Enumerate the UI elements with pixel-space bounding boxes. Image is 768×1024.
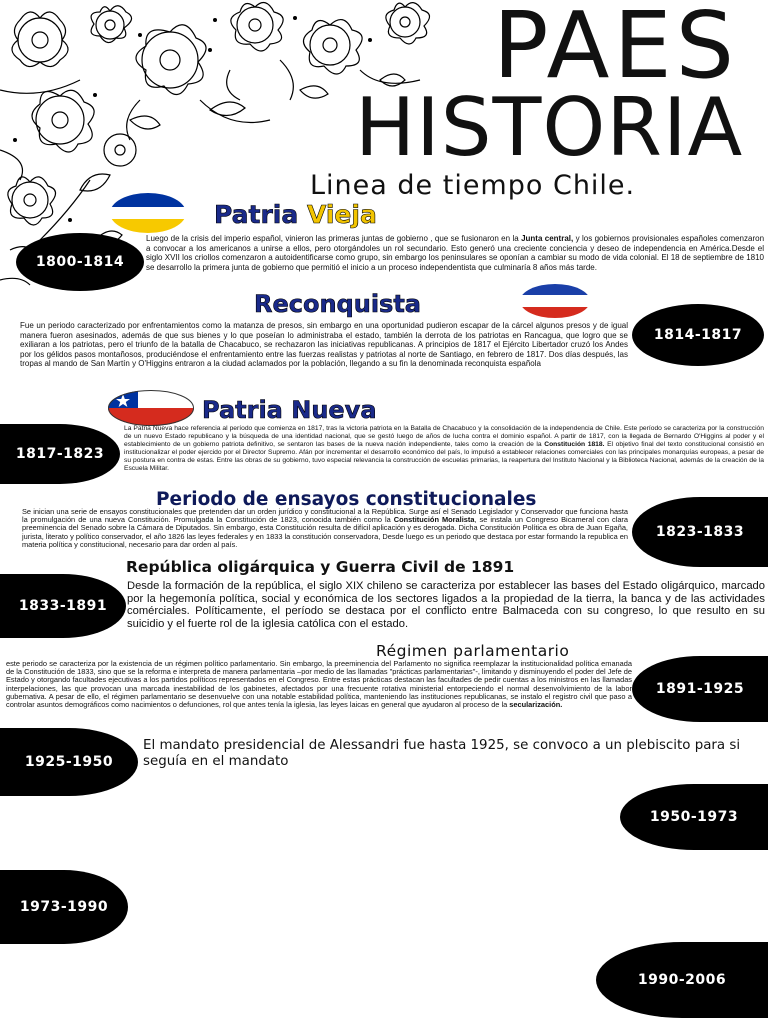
period-badge-1950-1973: 1950-1973 [620, 784, 768, 850]
reconquista-flag-icon [520, 284, 590, 318]
chile-flag-icon [108, 390, 194, 426]
section-title-regimen-parlamentario: Régimen parlamentario [376, 642, 570, 660]
period-badge-1814-1817: 1814-1817 [632, 304, 764, 366]
section-title-part1: Patria [202, 396, 292, 424]
patria-vieja-flag-icon [110, 193, 186, 233]
section-title-part2: Vieja [306, 200, 377, 229]
period-badge-1990-2006: 1990-2006 [596, 942, 768, 1018]
page-title-line2: HISTORIA [355, 81, 744, 174]
section-title-patria-nueva [202, 396, 377, 424]
section-text-reconquista: Fue un periodo caracterizado por enfrentamientos como la matanza de presos, sin embargo en una oportunidad pudieron escapar de la cárcel algunos presos y de igual manera fueron asesinados, además de que sus bienes y lo que poseían lo administraba el estado, también la derrota de los patriotas en Rancagua, que logro que se exiliaran a los patriotas, pero el triunfo de la batalla de Chacabuco, se rechazaron las iniciativas republicanas. A principios de 1817 el Ejército Libertador cruzó los Andes por los gélidos pasos montañosos, produciéndose el enfrentamiento entre las fuerzas realistas y patriotas al norte de Santiago, en febrero de 1817. Dos días después, las tropas al mando de San Martín y O'Higgins entraron a la ciudad aclamados por la población, llegando a su fin la denominada reconquista española [20, 321, 628, 369]
period-badge-1817-1823: 1817-1823 [0, 424, 120, 484]
section-text-ensayos: Se inician una serie de ensayos constitucionales que pretenden dar un orden jurídico y constitucional a la República. Surge así el Senado Legislador y Conservador que funciona hasta la promulgación de una nueva Constitución. Promulgada la Constitución de 1823, conocida también como la Constitución Moralista, se instala un Congreso Bicameral con clara preeminencia del Senado sobre la Cámara de Diputados. Sin embargo, esta Constitución resulta de difícil aplicación y es derogada. Dicha Constitución Política es obra de Juan Egaña, jurista, literato y político conservador, el año 1826 las leyes federales y en 1833 la constitución conservadora, Desde luego es un periodo que destaca por estar formando la republica en materia política y constitucional, necesario para dar orden al país. [22, 507, 628, 549]
period-badge-1891-1925: 1891-1925 [632, 656, 768, 722]
page-title-line1: PAES [492, 0, 738, 99]
section-text-patria-vieja: Luego de la crisis del imperio español, vinieron las primeras juntas de gobierno , que se fusionaron en la Junta central, y los gobiernos provisionales españoles comenzaron a convocar a los americanos a unirse a ellos, pero otorgándoles un rol secundario. Esto generó una creciente conciencia y deseo de independencia en América.Desde el siglo XVII los criollos comenzaron a autoidentificarse como grupo, sin embargo los peninsulares se oponían a cambiar su modo de vida colonial. El 18 de septiembre de 1810 se desarrollo la primera junta de gobierno que permitió el inicio a un proceso independentista que culminaría 8 años más tarde. [146, 234, 765, 272]
section-title-part1: Patria [214, 200, 307, 229]
section-text-regimen-parlamentario: este periodo se caracteriza por la existencia de un régimen político parlamentario. Sin embargo, la preeminencia del Parlamento no significa reemplazar la institucionalidad política emanada de la Constitución de 1833, sino que se la reforma e interpreta de manera parlamentaria –por medio de las llamadas "prácticas parlamentarias"-, limitando y disminuyendo el poder del Jefe de Estado y otorgando facultades ejecutivas a los partidos políticos representados en el Congreso. Entre estas prácticas destacan las facultades de pedir cuentas a los ministros en las llamadas interpelaciones, las que provocan una marcada inestabilidad de los gabinetes, afectados por una frecuente rotativa ministerial entorpeciendo el normal desenvolvimiento de la labor gubernativa. A pesar de ello, el régimen parlamentario se desenvuelve con una notable estabilidad política, manteniendo las instituciones republicanas, se instalo el registro civil que paso a controlar asuntos demográficos como nacimientos o defunciones, rol que antes tenía la iglesia, las leyes laicas en general que ayudaron al proceso de la secularización. [6, 659, 632, 710]
page-subtitle: Linea de tiempo Chile. [310, 170, 636, 201]
period-badge-1800-1814: 1800-1814 [16, 233, 144, 291]
section-text-alessandri: El mandato presidencial de Alessandri fue hasta 1925, se convoco a un plebiscito para si seguía en el mandato [143, 738, 741, 769]
section-text-republica-oligarquica: Desde la formación de la república, el siglo XIX chileno se caracteriza por establecer las bases del Estado oligárquico, marcado por la hegemonía política, social y económica de los sectores ligados a la propiedad de la tierra, la banca y de las actividades comérciales. Políticamente, el período se destaca por el conflicto entre Balmaceda con su congreso, lo que resulto en su suicidio y el fuerte rol de la iglesia católica con el estado. [127, 580, 765, 630]
period-badge-1833-1891: 1833-1891 [0, 574, 126, 638]
section-title-reconquista: Reconquista [254, 290, 422, 318]
period-badge-1925-1950: 1925-1950 [0, 728, 138, 796]
section-title-part2: Nueva [291, 396, 377, 424]
section-title-republica-oligarquica: República oligárquica y Guerra Civil de 1891 [126, 558, 515, 576]
period-badge-1973-1990: 1973-1990 [0, 870, 128, 944]
section-text-patria-nueva: La Patria Nueva hace referencia al período que comienza en 1817, tras la victoria patriota en la Batalla de Chacabuco y la consolidación de la independencia de Chile. Este período se caracteriza por la construcción de un nuevo Estado republicano y la búsqueda de una identidad nacional, que se gestó luego de años de lucha contra el dominio español. A partir de 1817, con la llegada de Bernardo O'Higgins al poder y el establecimiento de un gobierno patriota definitivo, se sentaron las bases de la nueva nación independiente, tales como la creación de la Constitución 1818. El objetivo final del texto constitucional consistió en institucionalizar el poder ejercido por el Director Supremo. Afán por incrementar el desarrollo económico del país, lo impulsó a establecer relaciones comerciales con las principales monarquías europeas, a pesar de su postura en contra de estas. Entre las obras de su gobierno, tuvo especial relevancia la construcción de escuelas primarias, la reapertura del Instituto Nacional y la Biblioteca Nacional, además de la creación de la Escuela Militar. [124, 425, 764, 472]
section-title-ensayos: Periodo de ensayos constitucionales [156, 489, 537, 510]
period-badge-1823-1833: 1823-1833 [632, 497, 768, 567]
section-title-patria-vieja [214, 200, 377, 229]
